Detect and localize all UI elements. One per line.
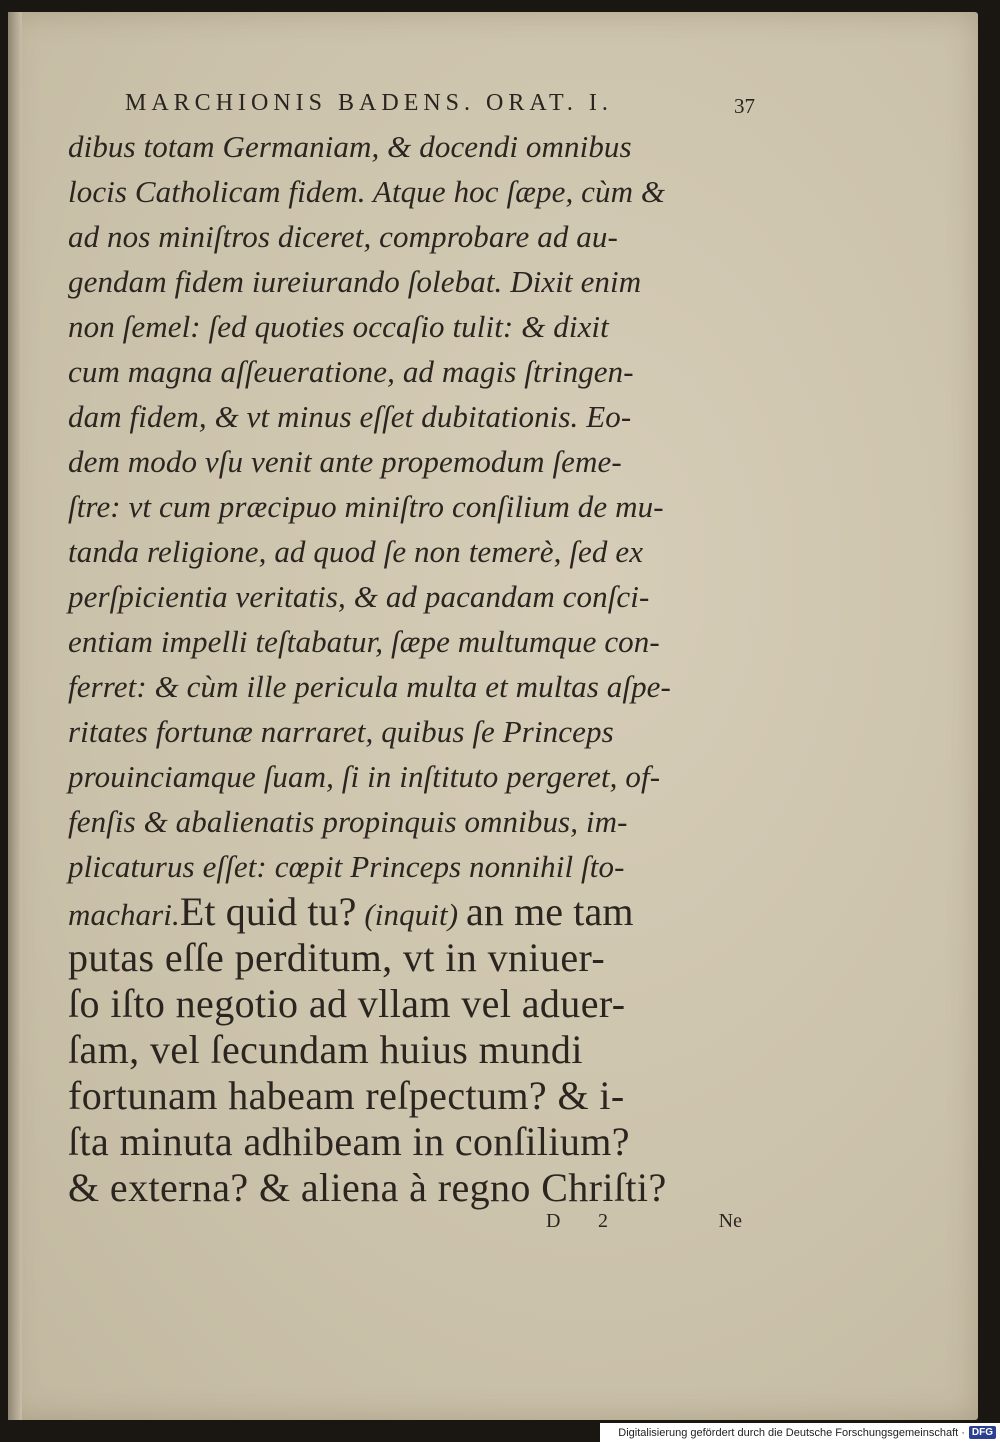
page-footer (68, 1210, 758, 1240)
text-line: plicaturus eſſet: cœpit Princeps nonnihil ſto- (68, 849, 625, 884)
text-line: dem modo vſu venit ante propemodum ſeme- (68, 444, 622, 479)
text-line: ſtre: vt cum præcipuo miniſtro conſilium de mu- (68, 489, 664, 524)
text-line: perſpicientia veritatis, & ad pacandam conſci- (68, 579, 650, 614)
running-head: MARCHIONIS BADENS. ORAT. I. (125, 90, 613, 116)
text-line: prouinciamque ſuam, ſi in inſtituto pergeret, of- (68, 759, 661, 794)
text-line: cum magna aſſeueratione, ad magis ſtringen- (68, 354, 634, 389)
folio-number: 37 (734, 94, 755, 118)
roman-segment: Et quid tu? (179, 889, 357, 934)
text-line: dibus totam Germaniam, & docendi omnibus (68, 129, 632, 164)
text-line: ritates fortunæ narraret, quibus ſe Princeps (68, 714, 614, 749)
body-text (68, 124, 758, 1211)
roman-text-line: & externa? & aliena à regno Chriſti? (68, 1165, 667, 1210)
text-line: ferret: & cùm ille pericula multa et multas aſpe- (68, 669, 671, 704)
catchword: Ne (718, 1210, 742, 1232)
text-line: entiam impelli teſtabatur, ſæpe multumque con- (68, 624, 660, 659)
roman-segment: an me tam (466, 889, 634, 934)
roman-text-line: ſam, vel ſecundam huius mundi (68, 1027, 583, 1072)
credit-text: Digitalisierung gefördert durch die Deutsche Forschungsgemeinschaft (618, 1426, 959, 1439)
page-edge (8, 12, 22, 1420)
text-line: dam fidem, & vt minus eſſet dubitationis. Eo- (68, 399, 632, 434)
page-header (125, 90, 755, 124)
dfg-logo: DFG (969, 1426, 996, 1439)
text-line: locis Catholicam fidem. Atque hoc ſæpe, cùm & (68, 174, 666, 209)
text-line: ad nos miniſtros diceret, comprobare ad au- (68, 219, 618, 254)
roman-text-line: ſo iſto negotio ad vllam vel aduer- (68, 981, 626, 1026)
mixed-text-line (68, 889, 758, 935)
text-line: non ſemel: ſed quoties occaſio tulit: & dixit (68, 309, 609, 344)
signature-number: 2 (598, 1210, 608, 1232)
roman-text-line: fortunam habeam reſpectum? & i- (68, 1073, 625, 1118)
italic-segment: machari. (68, 897, 180, 932)
roman-text-line: putas eſſe perditum, vt in vniuer- (68, 935, 606, 980)
text-line: gendam fidem iureiurando ſolebat. Dixit enim (68, 264, 642, 299)
text-line: fenſis & abalienatis propinquis omnibus, im- (68, 804, 628, 839)
italic-segment: (inquit) (364, 897, 459, 932)
book-page (8, 12, 978, 1420)
text-line: tanda religione, ad quod ſe non temerè, ſed ex (68, 534, 644, 569)
roman-text-line: ſta minuta adhibeam in conſilium? (68, 1119, 630, 1164)
credit-separator: · (961, 1426, 965, 1439)
digitization-credit (600, 1423, 1000, 1442)
signature-mark: D (546, 1210, 561, 1232)
